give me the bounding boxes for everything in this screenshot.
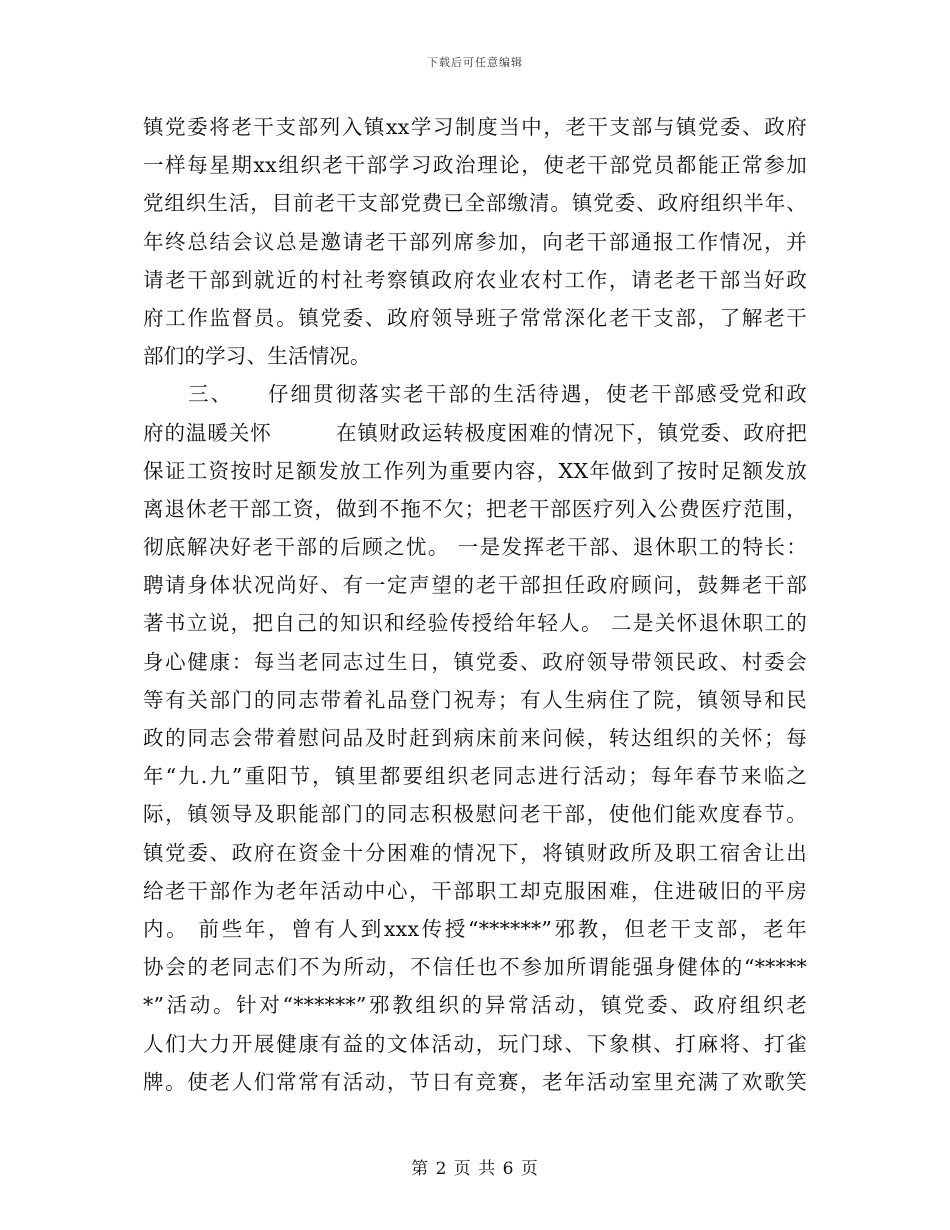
text-line: 彻底解决好老干部的后顾之忧。 一是发挥老干部、退休职工的特长： <box>143 535 807 560</box>
text-line: 部们的学习、生活情况。 <box>143 344 371 369</box>
text-line: 年“九.九”重阳节，镇里都要组织老同志进行活动；每年春节来临之 <box>143 764 807 789</box>
text-line: 保证工资按时足额发放工作列为重要内容，XX年做到了按时足额发放 <box>143 458 807 483</box>
text-line: *”活动。针对“******”邪教组织的异常活动，镇党委、政府组织老 <box>143 993 807 1018</box>
text-line: 等有关部门的同志带着礼品登门祝寿；有人生病住了院，镇领导和民 <box>143 687 807 712</box>
text-line: 聘请身体状况尚好、有一定声望的老干部担任政府顾问，鼓舞老干部 <box>143 573 807 598</box>
text-line: 年终总结会议总是邀请老干部列席参加，向老干部通报工作情况，并 <box>143 229 807 254</box>
page-number-footer: 第 2 页 共 6 页 <box>411 1159 539 1179</box>
body-text <box>143 108 807 1101</box>
text-line: 府的温暖关怀 在镇财政运转极度困难的情况下，镇党委、政府把 <box>143 420 807 445</box>
text-line: 协会的老同志们不为所动，不信任也不参加所谓能强身健体的“***** <box>143 955 807 980</box>
text-line: 镇党委将老干支部列入镇xx学习制度当中，老干支部与镇党委、政府 <box>143 115 807 139</box>
text-line: 内。 前些年，曾有人到xxx传授“******”邪教，但老干支部，老年 <box>143 916 807 941</box>
text-line: 一样每星期xx组织老干部学习政治理论，使老干部党员都能正常参加 <box>143 153 807 178</box>
text-line: 政的同志会带着慰问品及时赶到病床前来问候，转达组织的关怀；每 <box>143 726 807 750</box>
text-line: 请老干部到就近的村社考察镇政府农业农村工作，请老老干部当好政 <box>143 267 807 292</box>
text-line: 府工作监督员。镇党委、政府领导班子常常深化老干支部，了解老干 <box>143 305 807 330</box>
text-line: 离退休老干部工资，做到不拖不欠；把老干部医疗列入公费医疗范围， <box>143 496 807 521</box>
text-line: 人们大力开展健康有益的文体活动，玩门球、下象棋、打麻将、打雀 <box>143 1031 807 1056</box>
text-line: 镇党委、政府在资金十分困难的情况下，将镇财政所及职工宿舍让出 <box>143 840 807 865</box>
text-line: 党组织生活，目前老干支部党费已全部缴清。镇党委、政府组织半年、 <box>143 191 807 216</box>
page-header-note: 下载后可任意编辑 <box>427 56 523 69</box>
text-line: 著书立说，把自己的知识和经验传授给年轻人。 二是关怀退休职工的 <box>143 611 807 636</box>
text-line: 牌。使老人们常常有活动，节日有竞赛，老年活动室里充满了欢歌笑 <box>143 1069 807 1094</box>
text-line: 给老干部作为老年活动中心，干部职工却克服困难，住进破旧的平房 <box>143 878 807 903</box>
text-line: 际，镇领导及职能部门的同志积极慰问老干部，使他们能欢度春节。 <box>143 802 807 827</box>
text-line: 身心健康：每当老同志过生日，镇党委、政府领导带领民政、村委会 <box>143 649 807 674</box>
text-line: 三、 仔细贯彻落实老干部的生活待遇，使老干部感受党和政 <box>143 382 807 407</box>
